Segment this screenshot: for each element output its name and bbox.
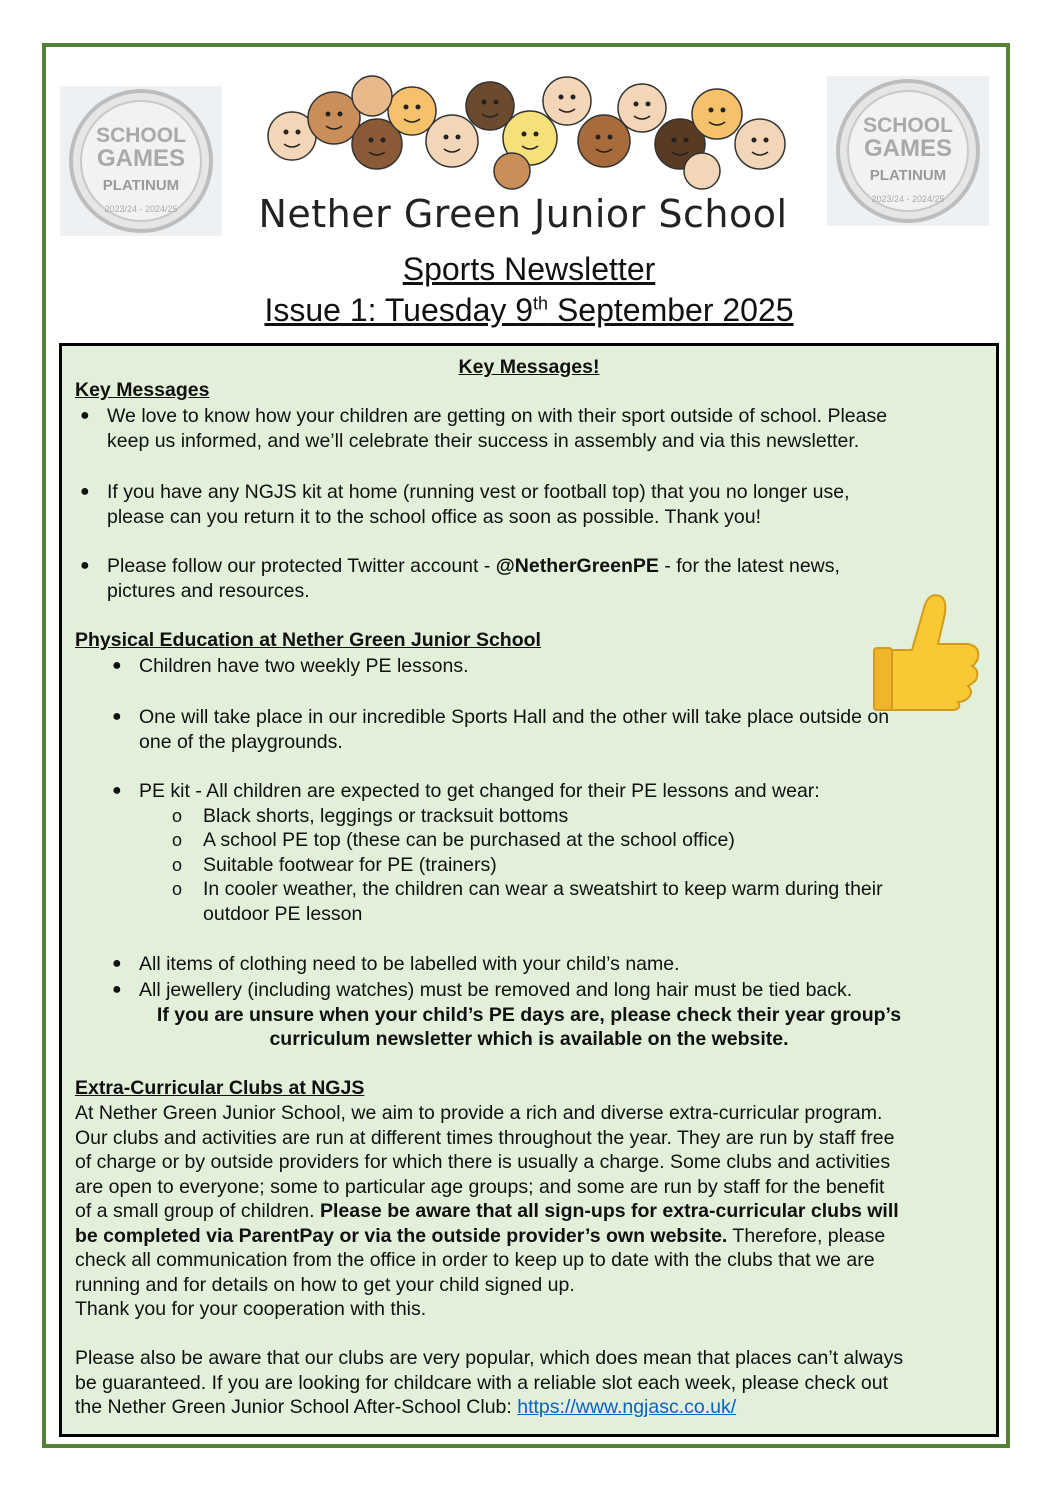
clubs-p1-line9: Thank you for your cooperation with this. (75, 1298, 427, 1320)
key-message-3-line2: pictures and resources. (107, 580, 310, 602)
clubs-p2-line2: be guaranteed. If you are looking for childcare with a reliable slot each week, please check out (75, 1372, 888, 1394)
sub-bullet-icon: o (172, 806, 183, 826)
school-games-platinum-badge-right (827, 76, 989, 226)
bullet-icon: ● (80, 407, 90, 424)
key-message-1-line2: keep us informed, and we’ll celebrate their success in assembly and via this newsletter. (107, 430, 860, 452)
bullet-icon: ● (112, 657, 122, 674)
pe-kit-4-line2: outdoor PE lesson (203, 903, 363, 925)
badge-left-line3: PLATINUM (102, 177, 180, 194)
pe-kit-1: Black shorts, leggings or tracksuit bottoms (203, 805, 569, 827)
clubs-p1-line8: running and for details on how to get your child signed up. (75, 1274, 575, 1296)
issue-date-post: September 2025 (548, 292, 794, 328)
pe-note-line2: curriculum newsletter which is available on the website. (269, 1028, 789, 1050)
pe-note-line1: If you are unsure when your child’s PE days are, please check their year group’s (156, 1004, 902, 1026)
key-message-3-pre: Please follow our protected Twitter account - (107, 555, 496, 577)
clubs-p2-line3 (75, 1395, 736, 1420)
clubs-p1-line5-pre: of a small group of children. (75, 1200, 320, 1222)
badge-left-years: 2023/24 - 2024/25 (104, 204, 178, 214)
pe-item-2-line1: One will take place in our incredible Sports Hall and the other will take place outside on (139, 706, 890, 728)
pe-item-4: All items of clothing need to be labelled with your child’s name. (139, 953, 680, 975)
clubs-p1-line6-post: Therefore, please (727, 1225, 886, 1247)
pe-kit-2: A school PE top (these can be purchased at the school office) (203, 829, 735, 851)
pe-kit-4-line1: In cooler weather, the children can wear a sweatshirt to keep warm during their (203, 878, 883, 900)
clubs-p1-line5 (75, 1199, 899, 1224)
issue-date-pre: Issue 1: Tuesday 9 (264, 292, 534, 328)
pe-item-1: Children have two weekly PE lessons. (139, 655, 469, 677)
pe-item-3: PE kit - All children are expected to get changed for their PE lessons and wear: (139, 780, 820, 802)
sub-bullet-icon: o (172, 879, 183, 899)
issue-date-suffix: th (533, 293, 549, 314)
clubs-p1-line3: of charge or by outside providers for which there is usually a charge. Some clubs and activities (75, 1151, 891, 1173)
sub-bullet-icon: o (172, 830, 183, 850)
newsletter-issue-date (0, 292, 1058, 329)
key-message-2-line2: please can you return it to the school office as soon as possible. Thank you! (107, 506, 762, 528)
bullet-icon: ● (112, 981, 122, 998)
pe-item-2-line2: one of the playgrounds. (139, 731, 343, 753)
badge-left-line1: SCHOOL (96, 124, 186, 147)
newsletter-title: Sports Newsletter (402, 251, 656, 287)
badge-left-line2: GAMES (96, 145, 186, 172)
twitter-handle: @NetherGreenPE (495, 555, 659, 577)
pe-kit-3: Suitable footwear for PE (trainers) (203, 854, 497, 876)
key-message-3-post: - for the latest news, (658, 555, 840, 577)
clubs-signup-notice-2: be completed via ParentPay or via the outside provider’s own website. (75, 1225, 728, 1247)
bullet-icon: ● (112, 782, 122, 799)
clubs-p1-line4: are open to everyone; some to particular age groups; and some are run by staff for the benefit (75, 1176, 885, 1198)
box-heading: Key Messages! (458, 356, 600, 378)
clubs-p1-line2: Our clubs and activities are run at different times throughout the year. They are run by staff free (75, 1127, 895, 1149)
bullet-icon: ● (80, 483, 90, 500)
sub-bullet-icon: o (172, 855, 183, 875)
clubs-signup-notice: Please be aware that all sign-ups for extra-curricular clubs will (319, 1200, 899, 1222)
bullet-icon: ● (112, 955, 122, 972)
pe-heading: Physical Education at Nether Green Junior School (75, 629, 541, 651)
clubs-heading: Extra-Curricular Clubs at NGJS (75, 1077, 365, 1099)
pe-item-5: All jewellery (including watches) must be removed and long hair must be tied back. (139, 979, 853, 1001)
clubs-p2-line3-pre: the Nether Green Junior School After-School Club: (75, 1396, 518, 1418)
bullet-icon: ● (112, 708, 122, 725)
clubs-p1-line6 (75, 1224, 885, 1249)
key-messages-heading: Key Messages (75, 379, 210, 401)
clubs-p1-line1: At Nether Green Junior School, we aim to provide a rich and diverse extra-curricular program. (75, 1102, 883, 1124)
school-name-logo-text: Nether Green Junior School (258, 192, 788, 236)
key-message-3-line1 (107, 554, 840, 579)
badge-right-line1: SCHOOL (863, 114, 953, 137)
badge-right-years: 2023/24 - 2024/25 (871, 194, 945, 204)
thumbs-up-icon (868, 588, 986, 712)
clubs-p1-line7: check all communication from the office in order to keep up to date with the clubs that we are (75, 1249, 875, 1271)
key-message-2-line1: If you have any NGJS kit at home (running vest or football top) that you no longer use, (107, 481, 850, 503)
school-logo-faces-illustration (262, 66, 796, 192)
key-message-1-line1: We love to know how your children are getting on with their sport outside of school. Please (107, 405, 888, 427)
after-school-club-link[interactable]: https://www.ngjasc.co.uk/ (517, 1396, 737, 1418)
bullet-icon: ● (80, 557, 90, 574)
school-games-platinum-badge-left (60, 86, 222, 236)
clubs-p2-line1: Please also be aware that our clubs are very popular, which does mean that places can’t always (75, 1347, 904, 1369)
badge-right-line2: GAMES (863, 135, 953, 162)
badge-right-line3: PLATINUM (869, 167, 947, 184)
